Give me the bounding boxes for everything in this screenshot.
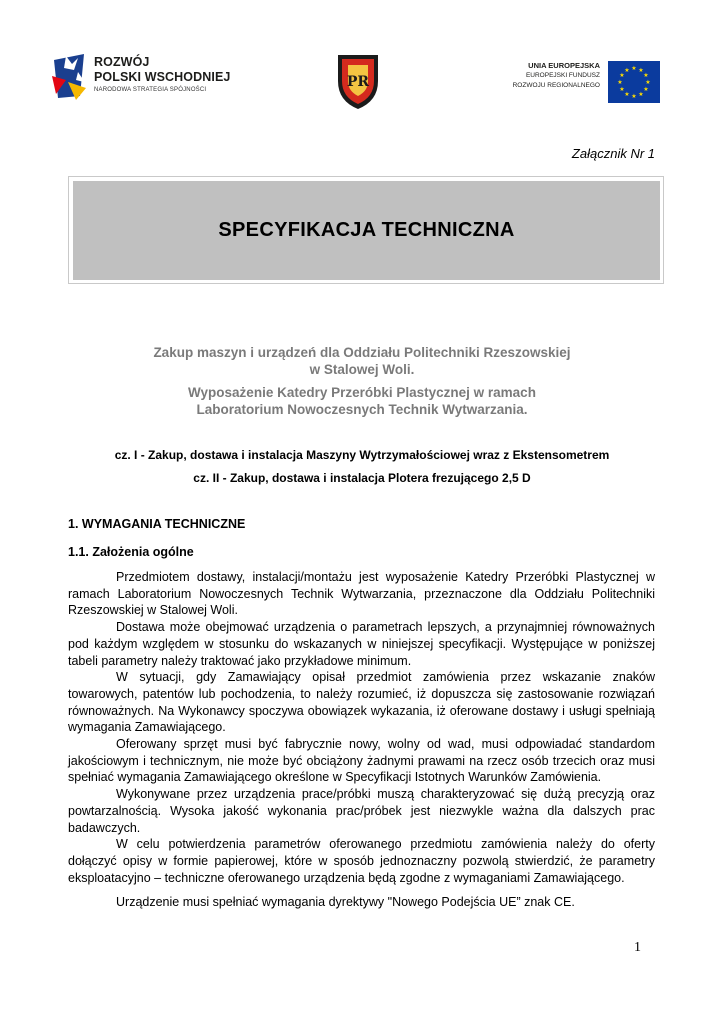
crest-shield-icon — [334, 51, 382, 111]
svg-text:★: ★ — [624, 67, 630, 74]
subsection-heading: 1.1. Założenia ogólne — [68, 545, 194, 559]
crest-monogram: PR — [346, 74, 370, 90]
paragraph: Wykonywane przez urządzenia prace/próbki muszą charakteryzować się dużą precyzją oraz powtarzalnością. Wysoka jakość wykonania prac/próbek jest niezwykle ważna dla dalszych prac badawczych. — [68, 787, 655, 835]
subtitle-line3: Wyposażenie Katedry Przeróbki Plastycznej w ramach — [188, 385, 536, 400]
paragraph: Przedmiotem dostawy, instalacji/montażu jest wyposażenie Katedry Przeróbki Plastycznej w ramach Laboratorium Nowoczesnych Technik Wytwarzania, przeznaczone dla Oddziału Politechniki Rzeszowskiej w Stalowej Woli. — [68, 570, 655, 618]
paragraph: Urządzenie musi spełniać wymagania dyrektywy "Nowego Podejścia UE” znak CE. — [116, 895, 575, 910]
paragraph: Oferowany sprzęt musi być fabrycznie nowy, wolny od wad, musi odpowiadać standardom jakościowym i technicznym, nie może być obciążony żadnymi prawami na rzecz osób trzecich oraz musi spełniać wymagania Zamawiającego określone w Specyfikacji Istotnych Warunków Zamówienia. — [68, 737, 655, 785]
svg-text:★: ★ — [624, 91, 630, 98]
svg-text:★: ★ — [617, 79, 623, 86]
svg-text:★: ★ — [638, 67, 644, 74]
svg-text:★: ★ — [643, 86, 649, 93]
svg-text:★: ★ — [638, 91, 644, 98]
svg-text:★: ★ — [619, 72, 625, 79]
attachment-label: Załącznik Nr 1 — [571, 146, 655, 161]
rozwoj-emblem-icon — [50, 52, 92, 102]
subtitle-line4: Laboratorium Nowoczesnych Technik Wytwarzania. — [196, 402, 528, 417]
svg-text:★: ★ — [643, 72, 649, 79]
svg-text:★: ★ — [631, 93, 637, 100]
rozwoj-logo-line1: ROZWÓJ — [94, 55, 150, 69]
eu-logo-line1: UNIA EUROPEJSKA — [528, 61, 600, 70]
rozwoj-polski-wschodniej-logo — [50, 52, 240, 102]
rozwoj-logo-line2: POLSKI WSCHODNIEJ — [94, 70, 231, 84]
paragraph: Dostawa może obejmować urządzenia o parametrach lepszych, a przynajmniej równoważnych pod każdym względem w stosunku do wskazanych w niniejszej specyfikacji. Występujące w poniższej tabeli parametry należy traktować jako przykładowe minimum. — [68, 620, 655, 668]
document-title: SPECYFIKACJA TECHNICZNA — [218, 219, 515, 241]
subtitle-line1: Zakup maszyn i urządzeń dla Oddziału Politechniki Rzeszowskiej — [153, 345, 571, 360]
eu-flag-icon — [608, 61, 660, 103]
section-heading: 1. WYMAGANIA TECHNICZNE — [68, 517, 246, 531]
title-box — [68, 176, 664, 284]
svg-text:★: ★ — [645, 79, 651, 86]
eu-logo-text — [513, 61, 600, 91]
eu-logo-line3: ROZWOJU REGIONALNEGO — [512, 82, 600, 89]
paragraph: W sytuacji, gdy Zamawiający opisał przedmiot zamówienia przez wskazanie znaków towarowych, patentów lub pochodzenia, to należy rozumieć, iż dopuszcza się zastosowanie rozwiązań równoważnych. Na Wykonawcy spoczywa obowiązek wykazania, iż oferowane dostawy i usługi spełniają wymagania Zamawiającego. — [68, 670, 655, 735]
eu-fund-logo — [510, 61, 660, 105]
part-1: cz. I - Zakup, dostawa i instalacja Maszyny Wytrzymałościowej wraz z Ekstensometrem — [114, 448, 610, 462]
rozwoj-logo-line3: NARODOWA STRATEGIA SPÓJNOŚCI — [94, 87, 207, 93]
page-number: 1 — [634, 940, 641, 955]
part-2: cz. II - Zakup, dostawa i instalacja Plotera frezującego 2,5 D — [193, 471, 531, 485]
svg-text:★: ★ — [619, 86, 625, 93]
paragraph: W celu potwierdzenia parametrów oferowanego przedmiotu zamówienia należy do oferty dołączyć opisy w formie papierowej, które w sposób jednoznaczny pozwolą stwierdzić, że parametry eksploatacyjno – techniczne oferowanego urządzenia będą zgodne z wymaganiami Zamawiającego. — [68, 837, 655, 885]
subtitle-line2: w Stalowej Woli. — [309, 362, 415, 377]
university-crest — [334, 51, 382, 111]
eu-logo-line2: EUROPEJSKI FUNDUSZ — [525, 72, 600, 79]
body-text — [68, 569, 655, 911]
svg-text:★: ★ — [631, 65, 637, 72]
title-box-fill — [73, 181, 660, 280]
